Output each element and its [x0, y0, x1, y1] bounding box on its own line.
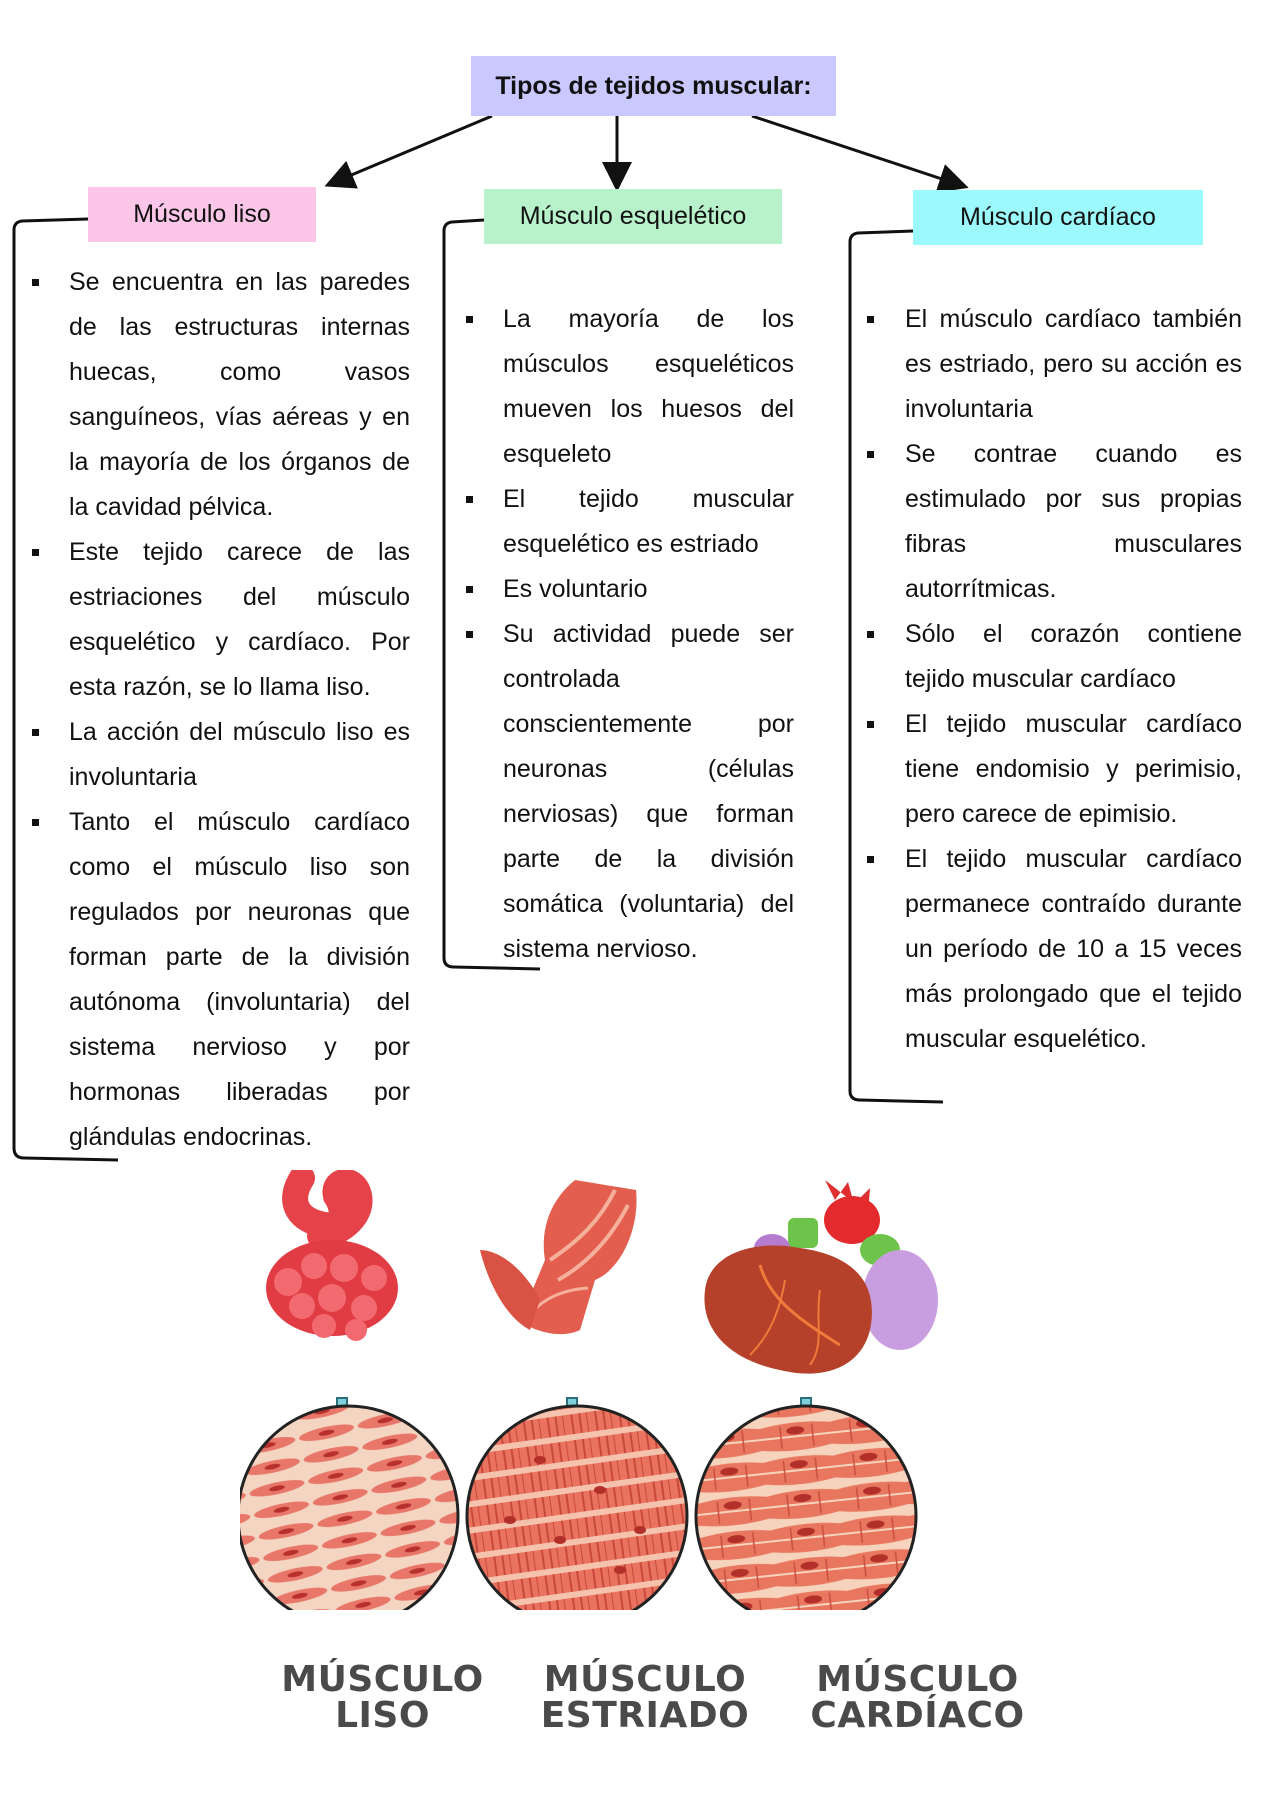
cardiac-tissue-circle [696, 1406, 916, 1610]
list-item: Su actividad puede ser controlada conscientemente por neuronas (células nerviosas) que forman parte de la división somática (voluntaria) del sistema nervioso. [503, 612, 794, 972]
label-line: ESTRIADO [540, 1695, 750, 1736]
heading-musculo-esqueletico: Músculo esquelético [484, 189, 782, 244]
label-line: MÚSCULO [816, 1659, 1019, 1700]
arrow-to-liso [330, 116, 492, 184]
list-musculo-liso [69, 260, 410, 1160]
label-musculo-liso [275, 1659, 490, 1736]
list-item: El tejido muscular cardíaco tiene endomisio y perimisio, pero carece de epimisio. [905, 702, 1242, 837]
list-item: Es voluntario [503, 567, 794, 612]
striated-tissue-circle [467, 1406, 687, 1610]
heading-musculo-liso: Músculo liso [88, 187, 316, 242]
list-item: Sólo el corazón contiene tejido muscular cardíaco [905, 612, 1242, 702]
list-item: Este tejido carece de las estriaciones del músculo esquelético y cardíaco. Por esta razón, se lo llama liso. [69, 530, 410, 710]
label-line: CARDÍACO [810, 1695, 1025, 1736]
list-item: Se encuentra en las paredes de las estructuras internas huecas, como vasos sanguíneos, vías aéreas y en la mayoría de los órganos de la cavidad pélvica. [69, 260, 410, 530]
smooth-tissue-circle [240, 1406, 458, 1610]
list-item: Se contrae cuando es estimulado por sus propias fibras musculares autorrítmicas. [905, 432, 1242, 612]
list-item: La acción del músculo liso es involuntaria [69, 710, 410, 800]
list-musculo-cardiaco [905, 297, 1242, 1062]
label-line: MÚSCULO [543, 1659, 747, 1700]
arrow-to-cardiaco [752, 116, 963, 186]
list-item: El tejido muscular esquelético es estriado [503, 477, 794, 567]
list-item: El tejido muscular cardíaco permanece contraído durante un período de 10 a 15 veces más prolongado que el tejido muscular esquelético. [905, 837, 1242, 1062]
intestine-icon [266, 1178, 398, 1341]
list-item: El músculo cardíaco también es estriado, pero su acción es involuntaria [905, 297, 1242, 432]
muscle-illustrations [240, 1170, 1060, 1610]
label-musculo-cardiaco [800, 1659, 1035, 1736]
heart-icon [704, 1180, 938, 1374]
diagram-title: Tipos de tejidos muscular: [471, 56, 836, 116]
heading-musculo-cardiaco: Músculo cardíaco [913, 190, 1203, 245]
label-musculo-estriado [520, 1659, 770, 1736]
arm-muscle-icon [480, 1180, 637, 1334]
label-line: LISO [335, 1695, 430, 1736]
list-item: Tanto el músculo cardíaco como el músculo liso son regulados por neuronas que forman parte de la división autónoma (involuntaria) del sistema nervioso y por hormonas liberadas por glándulas endocrinas. [69, 800, 410, 1160]
list-musculo-esqueletico [503, 297, 794, 972]
list-item: La mayoría de los músculos esqueléticos mueven los huesos del esqueleto [503, 297, 794, 477]
label-line: MÚSCULO [281, 1659, 484, 1700]
